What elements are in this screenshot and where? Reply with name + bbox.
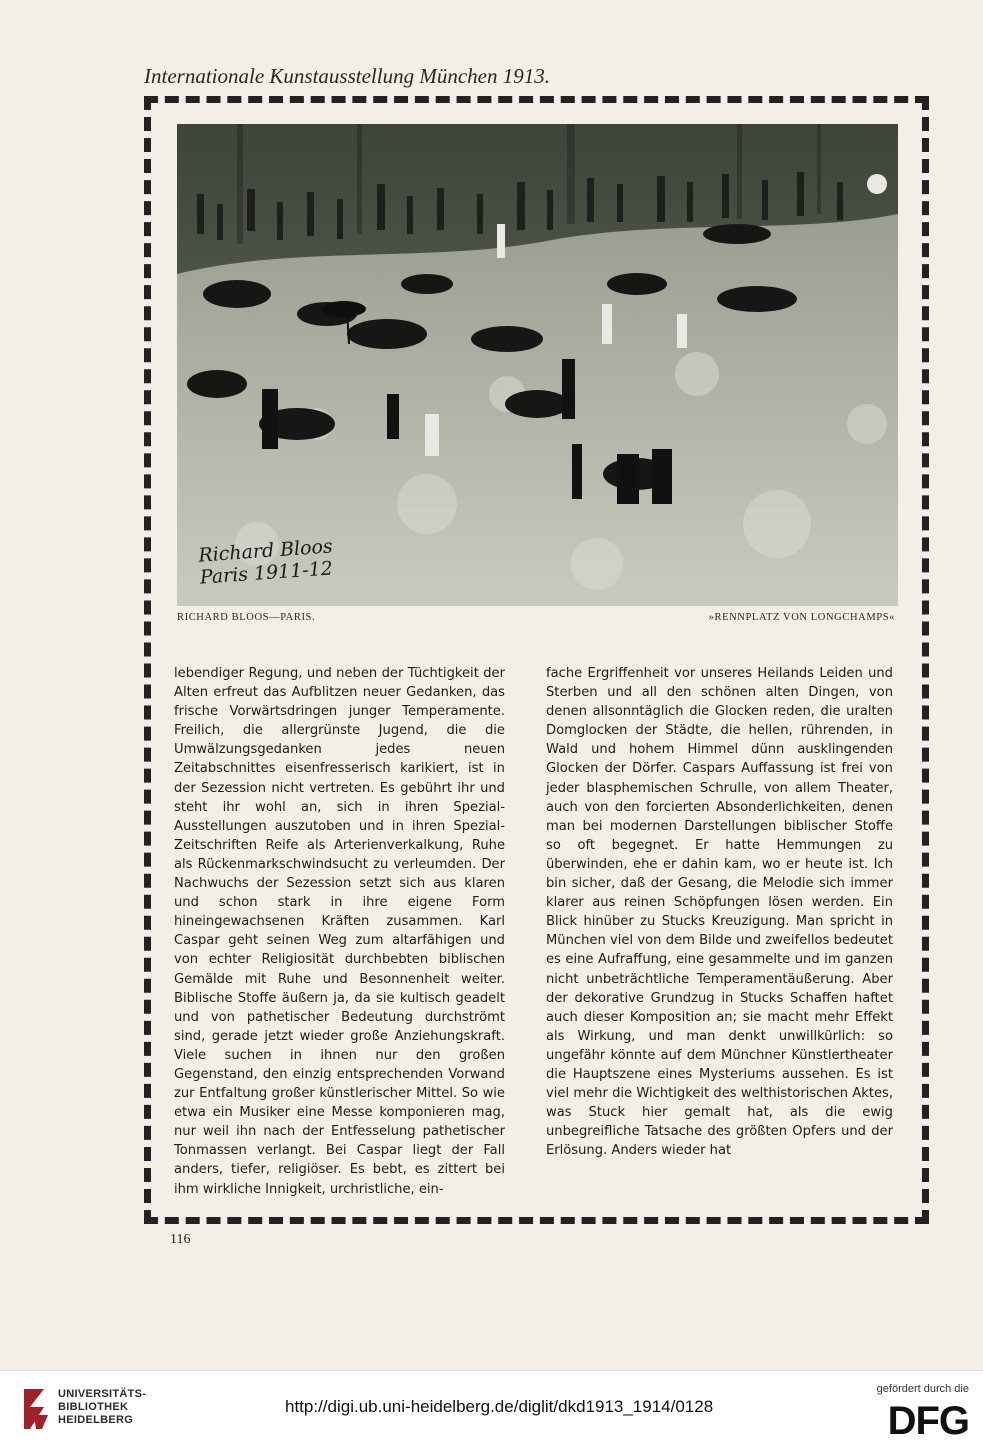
page-number: 116 [170, 1232, 191, 1247]
paragraph-left: lebendiger Regung, und neben der Tüchtigkeit der Alten erfreut das Aufblitzen neuer Gedanken, das frische Vorwärtsdringen junger Temperamente. Freilich, die allergrünste Jugend, die die Umwälzungsgedanken jedes neuen Zeitabschnittes eisenfresserisch karikiert, ist in der Sezession nicht vertreten. Es gebührt ihr und steht ihr wohl an, sich in ihren Spezial-Ausstellungen auszutoben und in ihren Spezial-Zeitschriften Reife als Arterienverkalkung, Ruhe als Rückenmarkschwindsucht zu verleumden. Der Nachwuchs der Sezession setzt sich aus klaren und schon stark in ihre eigene Form hineingewachsenen Kräften zusammen. Karl Caspar geht seinen Weg zum altarfähigen und von echter Religiosität durchbebten biblischen Gemälde mit Ruhe und Besonnenheit weiter. Biblische Stoffe äußern ja, da sie kultisch geadelt und von pathetischer Bedeutung durchströmt sind, gerade jetzt wieder große Anziehungskraft. Viele suchen in ihnen nur den großen Gegenstand, den einzig entsprechenden Vorwand zur Entfaltung großer künstlerischer Mittel. So wie etwa ein Musiker eine Messe komponieren mag, nur weil ihn nach der Entfesselung pathetischer Tonmassen verlangt. Bei Caspar liegt der Fall anders, tiefer, religiöser. Es bebt, es zittert bei ihm wirkliche Innigkeit, urchristliche, ein- [174, 666, 505, 1197]
caption-artist: RICHARD BLOOS—PARIS. [177, 612, 316, 623]
text-column-left [174, 664, 505, 1199]
artist-signature [198, 535, 335, 588]
text-column-right [546, 664, 893, 1160]
signature-place-date: Paris 1911-12 [199, 557, 334, 589]
painting-image [177, 124, 898, 606]
painting-reproduction [177, 124, 898, 606]
signature-name: Richard Bloos [197, 535, 334, 567]
library-name-line: HEIDELBERG [58, 1414, 134, 1426]
library-name [58, 1388, 146, 1427]
running-title: Internationale Kunstausstellung München 1913. [144, 64, 550, 88]
dfg-logo: DFG [887, 1399, 969, 1443]
funded-by-label: gefördert durch die [876, 1383, 969, 1395]
viewer-footer [0, 1370, 983, 1450]
caption-title: »RENNPLATZ VON LONGCHAMPS« [708, 612, 895, 623]
paragraph-right: fache Ergriffenheit vor unseres Heilands Leiden und Sterben und all den schönen alten Dingen, von denen allsonntäglich die Glocken reden, die uralten Domglocken der Städte, die hellen, rührenden, in Wald und hohem Himmel dünn ausklingenden Glocken der Dörfer. Caspars Auffassung ist frei von jeder blasphemischen Schrulle, von allem Theater, auch von den forcierten Absonderlichkeiten, denen man bei modernen Darstellungen biblischer Stoffe so oft begegnet. Er hatte Hemmungen zu überwinden, ehe er dahin kam, wo er heute ist. Ich bin sicher, daß der Gesang, die Melodie sich immer klarer aus reinen Schöpfungen lösen werden. Ein Blick hinüber zu Stucks Kreuzigung. Man spricht in München viel von dem Bilde und zweifellos bedeutet es eine Aufraffung, eine gesammelte und im ganzen nicht unbeträchtliche Temperamentäußerung. Aber der dekorative Grundzug in Stucks Schaffen haftet auch dieser Komposition an; sie macht mehr Effekt als Wirkung, und man denkt unwillkürlich: so ungefähr könnte auf dem Münchner Künstlertheater die Hauptszene eines Mysteriums aussehen. Es ist viel mehr die Wichtigkeit des welthistorischen Aktes, was Stuck hier gemalt hat, als die ewig unbegreifliche Tatsache des größten Opfers und der Erlösung. Anders wieder hat [546, 666, 893, 1159]
library-name-line: BIBLIOTHEK [58, 1401, 129, 1413]
permalink-url[interactable]: http://digi.ub.uni-heidelberg.de/diglit/dkd1913_1914/0128 [285, 1397, 714, 1416]
library-logo-icon [20, 1385, 52, 1433]
library-name-line: UNIVERSITÄTS- [58, 1388, 147, 1400]
